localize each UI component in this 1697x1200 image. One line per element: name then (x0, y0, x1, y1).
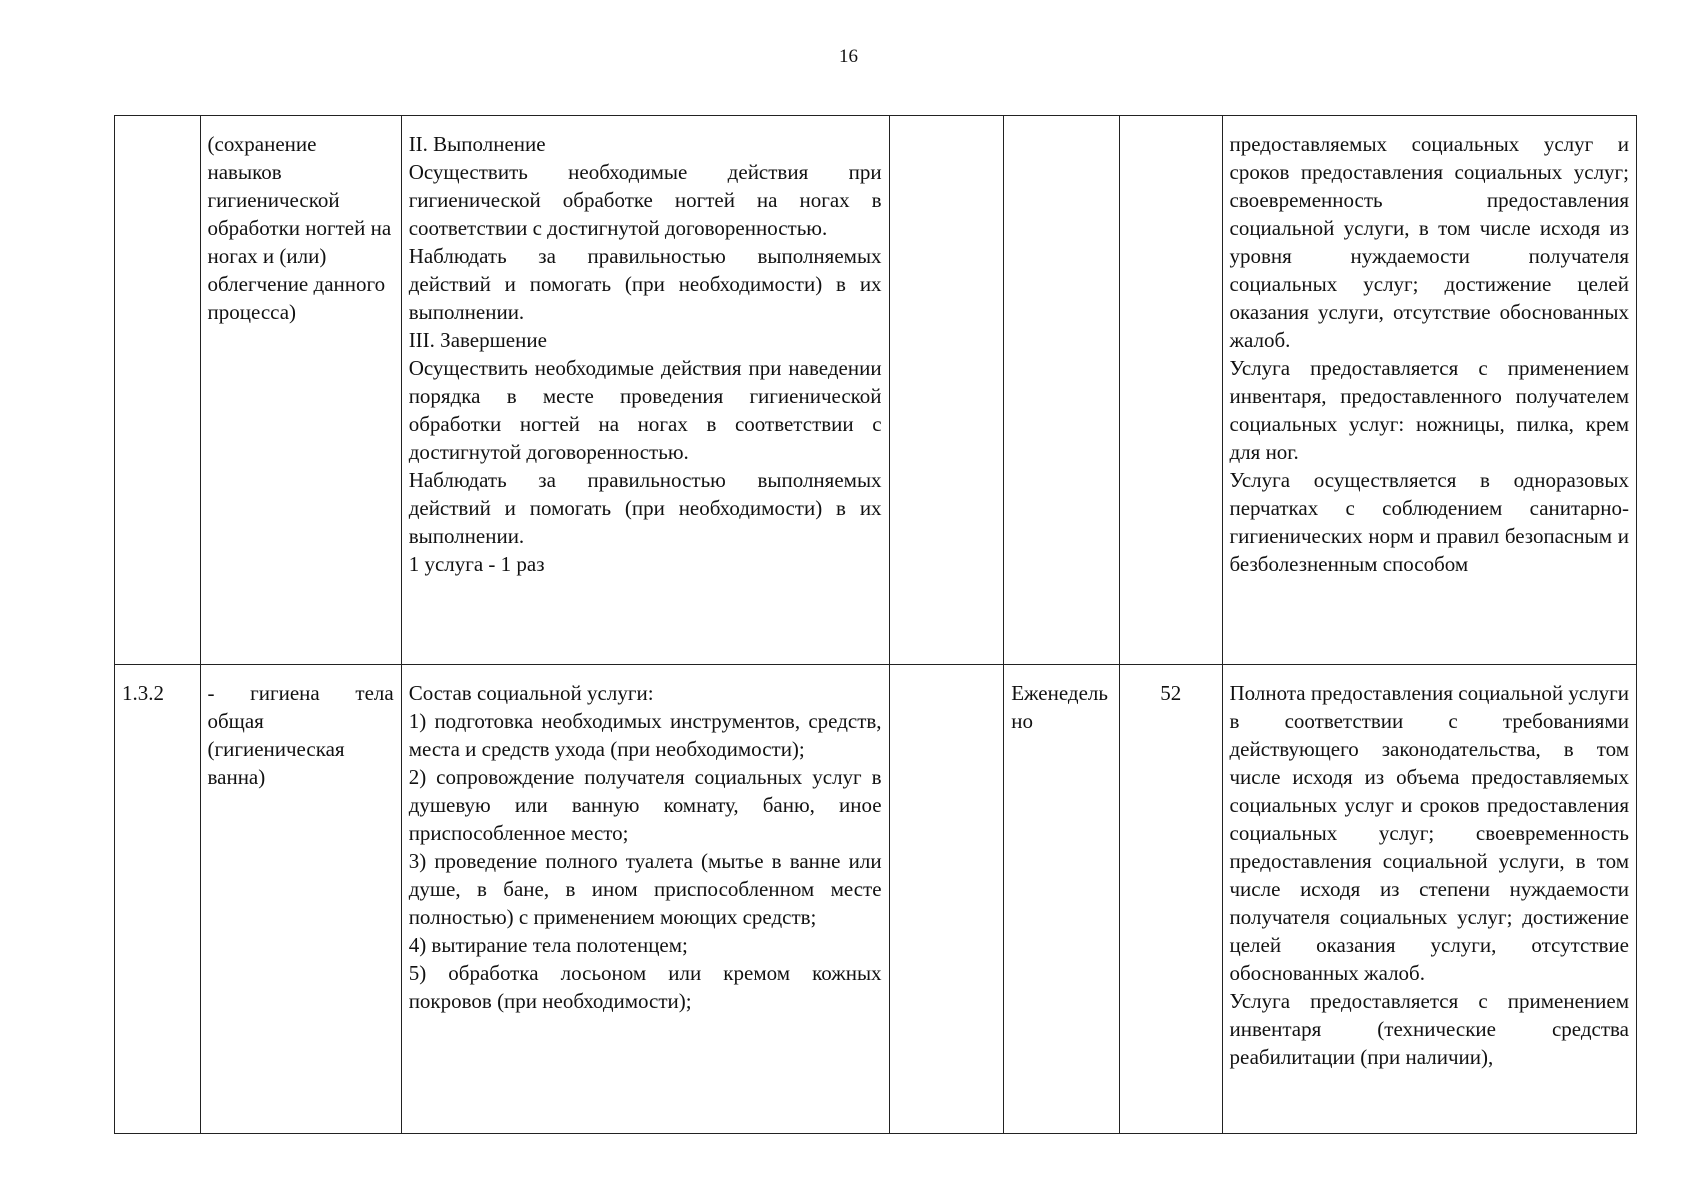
quality-line: предоставляемых социальных услуг и сроков предоставления социальных услуг; своевременность предоставления социальной услуги, в том числе исходя из уровня нуждаемости получателя социальных услуг; достижение целей оказания услуги, отсутствие обоснованных жалоб. (1229, 132, 1629, 352)
table-row (115, 116, 1637, 665)
procedure-line: II. Выполнение (408, 132, 546, 156)
frequency-value: Еженедельно (1011, 681, 1108, 733)
service-name-cell (200, 116, 401, 665)
service-name: (сохранение навыков гигиенической обработки ногтей на ногах и (или) облегчение данного процесса) (207, 132, 392, 324)
empty-cell (889, 116, 1004, 665)
procedure-line: Наблюдать за правильностью выполняемых действий и помогать (при необходимости) в их выполнении. (408, 244, 882, 324)
procedure-line: Осуществить необходимые действия при гигиенической обработке ногтей на ногах в соответствии с достигнутой договоренностью. (408, 160, 882, 240)
service-procedure-cell (401, 665, 889, 1134)
procedure-line: 1 услуга - 1 раз (408, 552, 545, 576)
procedure-line: 3) проведение полного туалета (мытье в ванне или душе, в бане, в ином приспособленном месте полностью) с применением моющих средств; (408, 849, 882, 929)
procedure-line: Наблюдать за правильностью выполняемых действий и помогать (при необходимости) в их выполнении. (408, 468, 882, 548)
quality-line: Услуга предоставляется с применением инвентаря, предоставленного получателем социальных услуг: ножницы, пилка, крем для ног. (1229, 356, 1629, 464)
frequency-cell (1004, 116, 1120, 665)
service-code-cell: 1.3.2 (115, 665, 201, 1134)
procedure-line: 1) подготовка необходимых инструментов, средств, места и средств ухода (при необходимости); (408, 709, 882, 761)
page-number: 16 (839, 46, 858, 67)
procedure-line: III. Завершение (408, 328, 547, 352)
procedure-line: 5) обработка лосьоном или кремом кожных покровов (при необходимости); (408, 961, 882, 1013)
quality-line: Услуга осуществляется в одноразовых перчатках с соблюдением санитарно-гигиенических норм и правил безопасным и безболезненным способом (1229, 468, 1629, 576)
empty-cell (889, 665, 1004, 1134)
service-code-cell (115, 116, 201, 665)
quality-criteria-cell (1222, 116, 1637, 665)
service-procedure-cell (401, 116, 889, 665)
quality-criteria-cell (1222, 665, 1637, 1134)
procedure-line: Осуществить необходимые действия при наведении порядка в месте проведения гигиенической обработки ногтей на ногах в соответствии с достигнутой договоренностью. (408, 356, 882, 464)
procedure-line: 2) сопровождение получателя социальных услуг в душевую или ванную комнату, баню, иное приспособленное место; (408, 765, 882, 845)
service-name-cell (200, 665, 401, 1134)
quality-line: Полнота предоставления социальной услуги в соответствии с требованиями действующего законодательства, в том числе исходя из объема предоставляемых социальных услуг и сроков предоставления социальных услуг; своевременность предоставления социальной услуги, в том числе исходя из степени нуждаемости получателя социальных услуг; достижение целей оказания услуги, отсутствие обоснованных жалоб. (1229, 681, 1629, 985)
procedure-line: Состав социальной услуги: (408, 681, 654, 705)
procedure-line: 4) вытирание тела полотенцем; (408, 933, 688, 957)
quantity-cell (1119, 116, 1222, 665)
services-table (114, 115, 1637, 1134)
quantity-cell: 52 (1119, 665, 1222, 1134)
service-name: - гигиена тела общая (гигиеническая ванна) (207, 681, 394, 789)
table-row (115, 665, 1637, 1134)
frequency-cell (1004, 665, 1120, 1134)
quality-line: Услуга предоставляется с применением инвентаря (технические средства реабилитации (при наличии), (1229, 989, 1629, 1069)
